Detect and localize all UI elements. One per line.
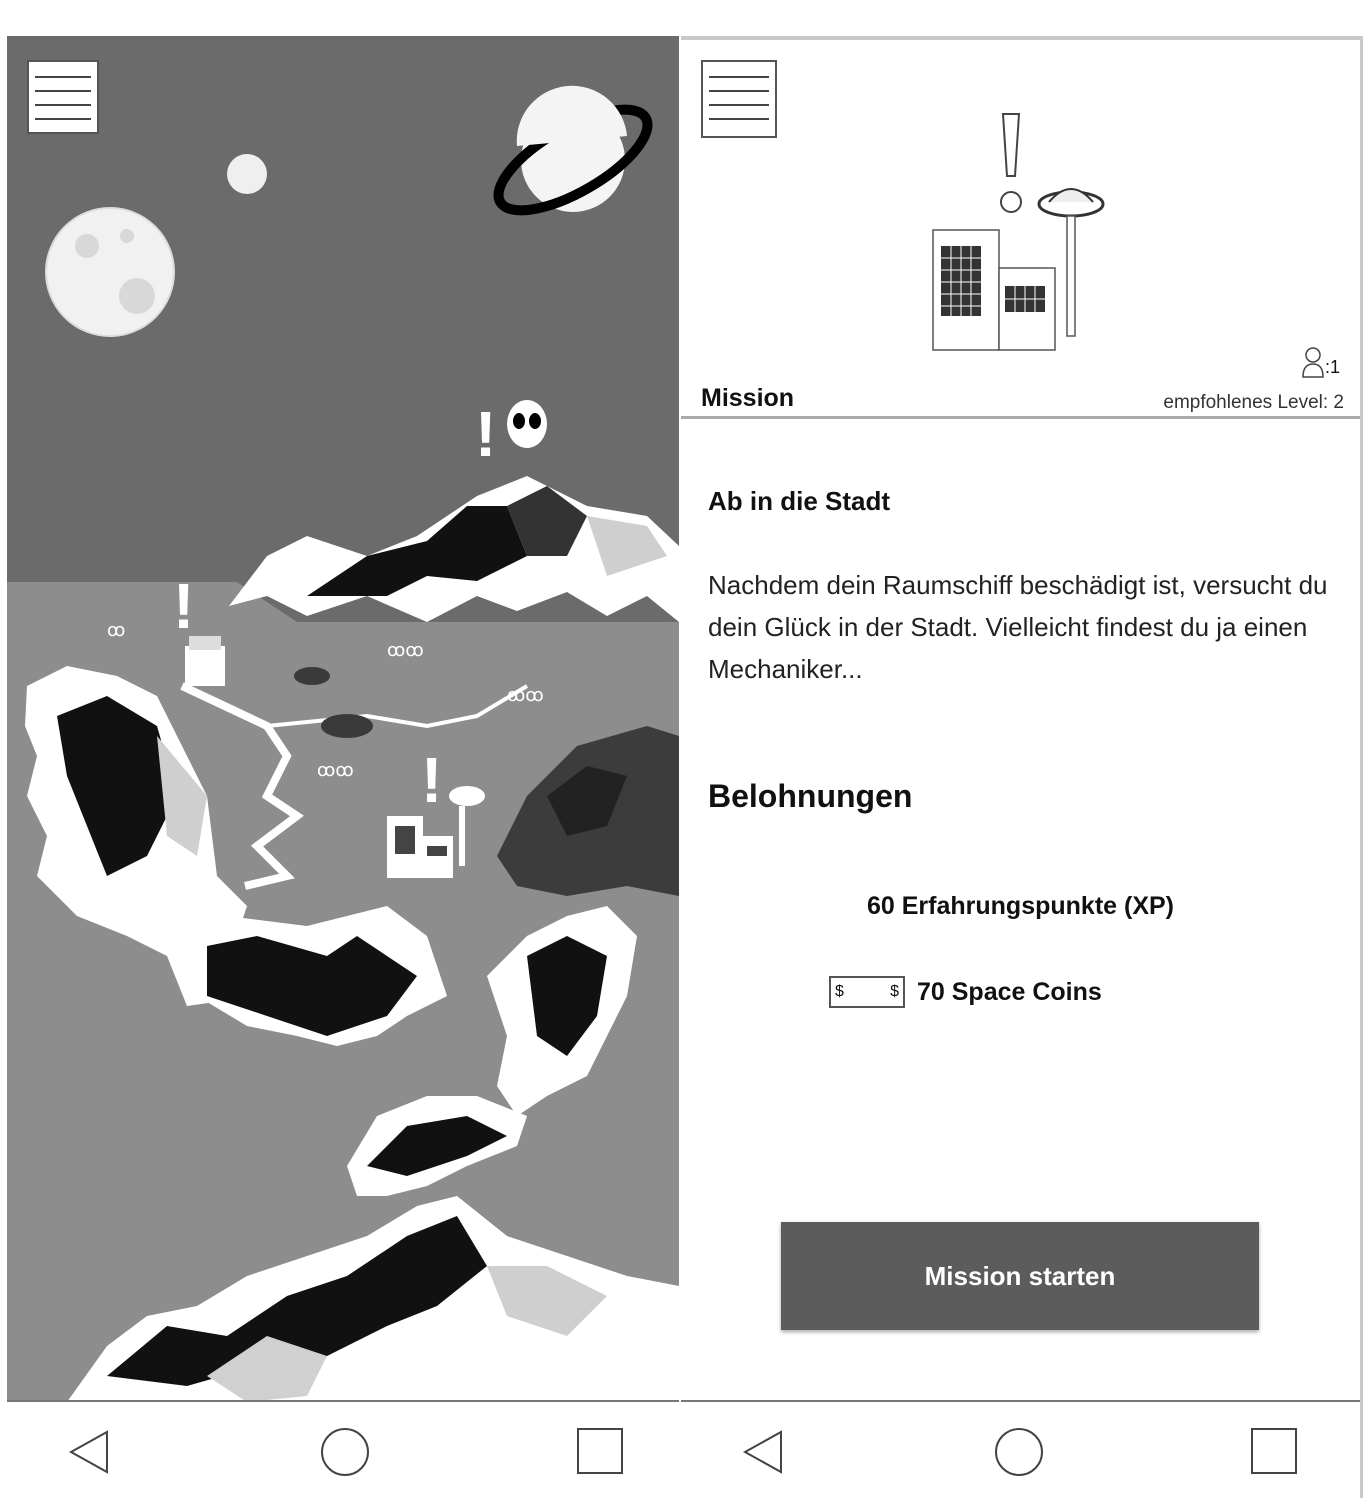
nav-back-icon[interactable]	[67, 1428, 111, 1476]
player-count	[1301, 346, 1340, 378]
mission-description: Nachdem dein Raumschiff beschädigt ist, versucht du dein Glück in der Stadt. Vielleicht findest du ja einen Mechaniker...	[708, 570, 1328, 684]
map-illustration	[7, 36, 679, 1402]
city-mission-icon	[921, 106, 1121, 356]
small-moon-icon	[227, 154, 267, 194]
nav-recent-apps-icon[interactable]	[1251, 1428, 1297, 1474]
coin-reward-label: 70 Space Coins	[917, 977, 1102, 1006]
mission-title: Ab in die Stadt	[708, 486, 890, 516]
alien-icon	[507, 400, 547, 448]
mission-header	[681, 40, 1360, 419]
coin-reward	[829, 976, 1102, 1008]
svg-text:ꝏꝏ: ꝏꝏ	[317, 760, 354, 780]
recommended-level: empfohlenes Level: 2	[1163, 392, 1344, 413]
xp-reward: 60 Erfahrungspunkte (XP)	[867, 892, 1174, 920]
start-mission-button[interactable]: Mission starten	[781, 1222, 1259, 1330]
mission-marker-icon[interactable]: !	[421, 744, 443, 816]
android-nav-bar	[681, 1400, 1360, 1498]
player-count-value: :1	[1324, 357, 1340, 377]
windmill-icon	[185, 636, 225, 686]
menu-button[interactable]	[27, 60, 99, 134]
svg-text:ꝏꝏ: ꝏꝏ	[507, 685, 544, 705]
mission-label: Mission	[701, 384, 795, 412]
nav-home-icon[interactable]	[995, 1428, 1043, 1476]
menu-button[interactable]	[701, 60, 777, 138]
android-nav-bar	[7, 1400, 679, 1498]
banknote-icon: $ $	[829, 976, 905, 1008]
person-icon	[1301, 346, 1325, 378]
map-screen	[7, 36, 679, 1498]
svg-text:ꝏꝏ: ꝏꝏ	[387, 640, 424, 660]
mission-detail-screen	[681, 36, 1363, 1498]
world-map[interactable]	[7, 36, 679, 1402]
nav-home-icon[interactable]	[321, 1428, 369, 1476]
nav-recent-apps-icon[interactable]	[577, 1428, 623, 1474]
rewards-heading: Belohnungen	[708, 778, 913, 814]
svg-text:ꝏ: ꝏ	[107, 620, 126, 640]
nav-back-icon[interactable]	[741, 1428, 785, 1476]
mission-marker-icon[interactable]: !	[173, 570, 195, 642]
moon-icon	[46, 208, 174, 336]
mission-marker-icon[interactable]: !	[475, 398, 497, 470]
